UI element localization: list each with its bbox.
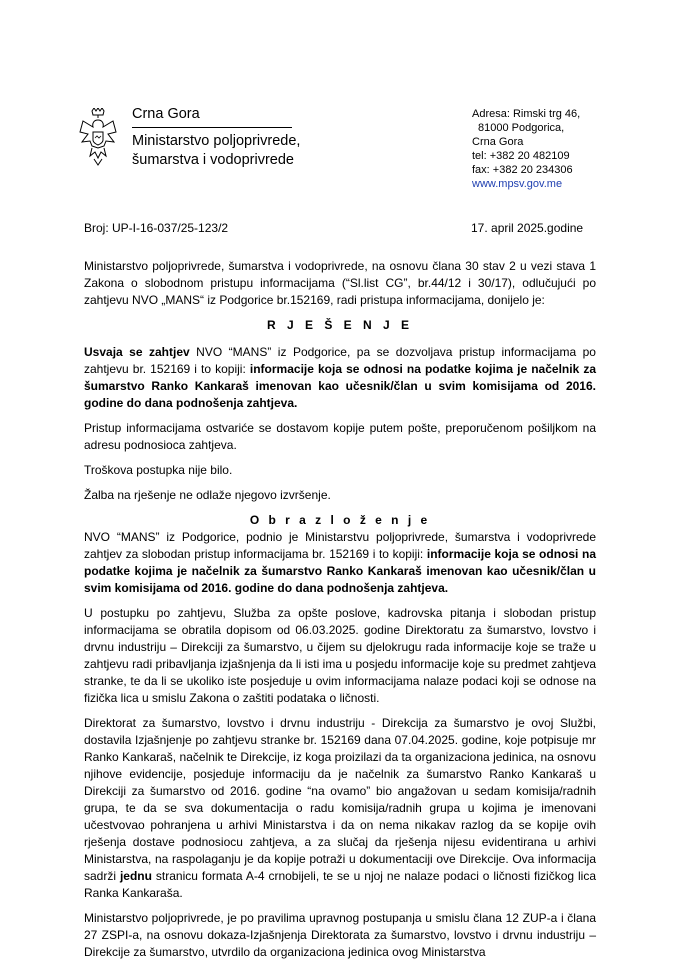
reasoning-paragraph-3	[84, 715, 596, 902]
website-link[interactable]: www.mpsv.gov.me	[472, 178, 563, 190]
montenegro-coat-of-arms-icon	[78, 108, 118, 166]
reasoning-text-a: Direktorat za šumarstvo, lovstvo i drvnu industriju - Direkcija za šumarstvo je ovoj Službi, dostavila Izjašnjenje po zahtjevu stranke br. 152169 dana 07.04.2025. godine, koje potpisuje mr Ranko Kankaraš, načelnik te Direkcije, iz koga proizilazi da ta organizaciona jedinica, na osnovu njihove evidencije, posjeduje informaciju da je načelnik za šumarstvo Ranko Kankaraš u Direkciji za šumarstvo od 2016. godine “na ovamo” bio angažovan u sedam komisija/radnih grupa, te da se sva dokumentacija o radu komisija/radnih grupa u kojima je imenovani učestvovao pohranjena u arhivi Ministarstva i da on nema nikakav razlog da se kopije ovih rješenja dostave podnosiocu zahtjeva, a za slučaj da rješenja nijesu evidentirana u arhivi Ministarstva, na raspolaganju je da kopije potraži u dokumentaciji ove Direkcije. Ova informacija sadrži	[84, 716, 596, 883]
address-line: Adresa: Rimski trg 46,	[472, 108, 581, 120]
ministry-name-line1: Ministarstvo poljoprivrede,	[132, 133, 301, 149]
decision-title: R J E Š E N J E	[266, 318, 414, 332]
reasoning-text: NVO “MANS” iz Podgorice, podnio je Ministarstvu poljoprivrede, šumarstva i vodoprivrede zahtjev za slobodan pristup informacijama br. 152169 i to kopiji:	[84, 530, 596, 561]
document-date: 17. april 2025.godine	[471, 221, 584, 235]
reasoning-paragraph-2: U postupku po zahtjevu, Služba za opšte poslove, kadrovska pitanja i slobodan pristup informacijama se obratila dopisom od 06.03.2025. godine Direktoratu za šumarstvo, lovstvo i drvnu industriju – Direkciji za šumarstvo, u čijem su djelokrugu rada informacije koje se traže u zahtjevu radi pribavljanja izjašnjenja da li isti ima u posjedu informacije koje su predmet zahtjeva stranke, te da li se ukoliko iste posjeduje u ovim informacijama nalaze podaci koji se odnose na fizička lica u smislu Zakona o zaštiti podataka o ličnosti.	[84, 606, 596, 705]
decision-paragraph	[84, 344, 596, 412]
intro-paragraph: Ministarstvo poljoprivrede, šumarstva i vodoprivrede, na osnovu člana 30 stav 2 u vezi stava 1 Zakona o slobodnom pristupu informacijama (“Sl.list CG”, br.44/12 i 30/17), odlučujući po zahtjevu NVO „MANS“ iz Podgorice br.152169, radi pristupa informacijama, donijelo je:	[84, 259, 596, 307]
decision-text: NVO “MANS” iz Podgorice, pa se dozvoljava pristup informacijama po zahtjevu br. 152169 i to kopiji:	[84, 345, 596, 376]
country-line: Crna Gora	[472, 136, 524, 148]
document-body	[84, 258, 596, 969]
ministry-header	[132, 105, 300, 170]
reasoning-bold: informacije koja se odnosi na podatke kojima je načelnik za šumarstvo Ranko Kankaraš imenovan kao učesnik/član u svim komisijama od 2016. godine do dana podnošenja zahtjeva.	[84, 547, 596, 595]
postal-line: 81000 Podgorica,	[478, 122, 565, 134]
decision-bold-end: informacije koja se odnosi na podatke kojima je načelnik za šumarstvo Ranko Kankaraš imenovan kao učesnik/član u svim komisijama od 2016. godine do dana podnošenja zahtjeva.	[84, 362, 597, 410]
appeal-paragraph: Žalba na rješenje ne odlaže njegovo izvršenje.	[84, 488, 331, 502]
country-name: Crna Gora	[132, 106, 200, 122]
phone-line: tel: +382 20 482109	[472, 150, 570, 162]
header-divider	[132, 127, 292, 128]
reasoning-paragraph-1	[84, 529, 596, 597]
contact-block	[472, 107, 580, 191]
decision-bold-start: Usvaja se zahtjev	[84, 345, 190, 359]
reasoning-text-b: stranicu formata A-4 crnobijeli, te se u njoj ne nalaze podaci o ličnosti fizičkog lica Ranka Kankaraša.	[84, 869, 597, 900]
reference-number: Broj: UP-I-16-037/25-123/2	[84, 221, 229, 235]
costs-paragraph: Troškova postupka nije bilo.	[84, 463, 233, 477]
fax-line: fax: +382 20 234306	[472, 164, 573, 176]
page-count-bold: jednu	[119, 869, 152, 883]
delivery-paragraph: Pristup informacijama ostvariće se dostavom kopije putem pošte, preporučenom pošiljkom na adresu podnosioca zahtjeva.	[84, 421, 596, 452]
reasoning-title: O b r a z l o ž e n j e	[249, 513, 431, 527]
ministry-name-line2: šumarstva i vodoprivrede	[132, 152, 294, 168]
reasoning-paragraph-4: Ministarstvo poljoprivrede, je po pravilima upravnog postupanja u smislu člana 12 ZUP-a i člana 27 ZSPI-a, na osnovu dokaza-Izjašnjenja Direktorata za šumarstvo, lovstvo i drvnu industriju – Direkcije za šumarstvo, utvrdilo da organizaciona jedinica ovog Ministarstva	[84, 911, 596, 959]
